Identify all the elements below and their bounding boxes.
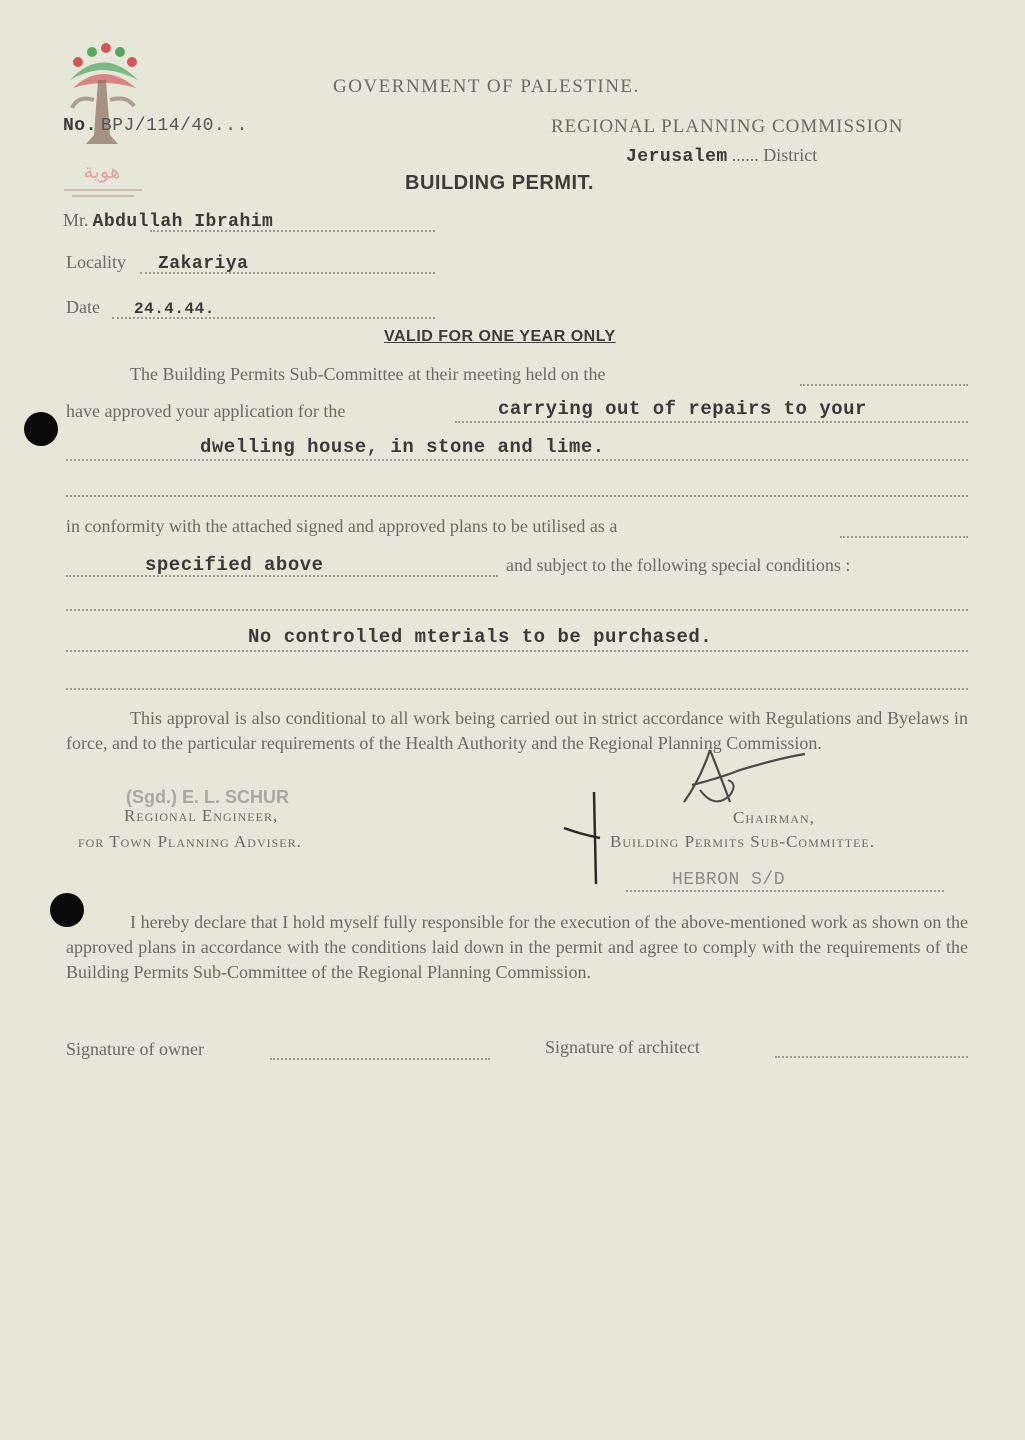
- use-dotline-1: [840, 536, 968, 538]
- locality-label: Locality: [66, 252, 126, 272]
- conditions-dotline-3: [66, 688, 968, 690]
- conditions-line: and subject to the following special conditions :: [506, 555, 851, 575]
- ref-number-label: No.: [63, 116, 97, 136]
- signed-stamp: (Sgd.) E. L. SCHUR: [126, 787, 289, 807]
- government-heading: GOVERNMENT OF PALESTINE.: [333, 76, 640, 97]
- town-planning-adviser: for Town Planning Adviser.: [78, 832, 302, 851]
- validity-notice: VALID FOR ONE YEAR ONLY: [384, 328, 616, 345]
- owner-signature-line: [270, 1058, 490, 1060]
- name-dotline: [150, 230, 435, 232]
- declaration-paragraph: I hereby declare that I hold myself fully responsible for the execution of the above-mentioned work as shown on the approved plans in accordance with the conditions laid down in the permit and agree to comply with the requirements of the Building Permits Sub-Committee of the Regional Planning Commission.: [66, 912, 968, 982]
- approval-line-prefix: have approved your application for the: [66, 401, 346, 421]
- owner-signature-label: Signature of owner: [66, 1039, 204, 1059]
- ref-number-value: BPJ/114/40...: [100, 116, 248, 136]
- architect-signature-line: [775, 1056, 968, 1058]
- meeting-line: The Building Permits Sub-Committee at their meeting held on the: [130, 364, 606, 384]
- permit-title: BUILDING PERMIT.: [405, 172, 595, 194]
- use-value: specified above: [145, 554, 324, 576]
- work-description-1: carrying out of repairs to your: [498, 398, 867, 420]
- hebron-subdistrict: HEBRON S/D: [672, 870, 786, 890]
- chairman-title: Chairman,: [733, 808, 815, 827]
- architect-signature-label: Signature of architect: [545, 1037, 700, 1057]
- mr-label: Mr.: [63, 210, 89, 230]
- conformity-line: in conformity with the attached signed and approved plans to be utilised as a: [66, 516, 618, 536]
- applicant-name-field: [63, 210, 273, 232]
- locality-value: Zakariya: [157, 254, 249, 274]
- conditions-dotline-2: [66, 650, 968, 652]
- work-description-2: dwelling house, in stone and lime.: [200, 436, 605, 458]
- district-value: Jerusalem: [626, 147, 728, 167]
- work-dotline-2: [66, 459, 968, 461]
- svg-text:هوية: هوية: [83, 159, 121, 183]
- commission-heading: REGIONAL PLANNING COMMISSION: [551, 116, 904, 137]
- applicant-name: Abdullah Ibrahim: [92, 212, 274, 232]
- special-condition: No controlled mterials to be purchased.: [248, 626, 713, 648]
- work-dotline-1: [455, 421, 968, 423]
- ref-number: [63, 116, 248, 136]
- district-line: [626, 145, 817, 167]
- meeting-dotline: [800, 384, 968, 386]
- date-value: 24.4.44.: [133, 300, 215, 318]
- locality-field: [66, 252, 248, 274]
- hebron-dotline: [626, 890, 944, 892]
- blank-dotline-1: [66, 495, 968, 497]
- locality-dotline: [140, 272, 435, 274]
- approval-paragraph: This approval is also conditional to all work being carried out in strict accordance with Regulations and Byelaws in force, and to the particular requirements of the Health Authority and the Regional Planning Commission.: [66, 708, 968, 753]
- subcommittee-title: Building Permits Sub-Committee.: [610, 832, 875, 851]
- conditions-dotline-1: [66, 609, 968, 611]
- date-label: Date: [66, 297, 100, 317]
- date-dotline: [112, 317, 435, 319]
- punch-hole-top: [24, 412, 58, 446]
- district-label: ...... District: [731, 145, 818, 165]
- date-field: [66, 297, 215, 318]
- regional-engineer-title: Regional Engineer,: [124, 806, 279, 825]
